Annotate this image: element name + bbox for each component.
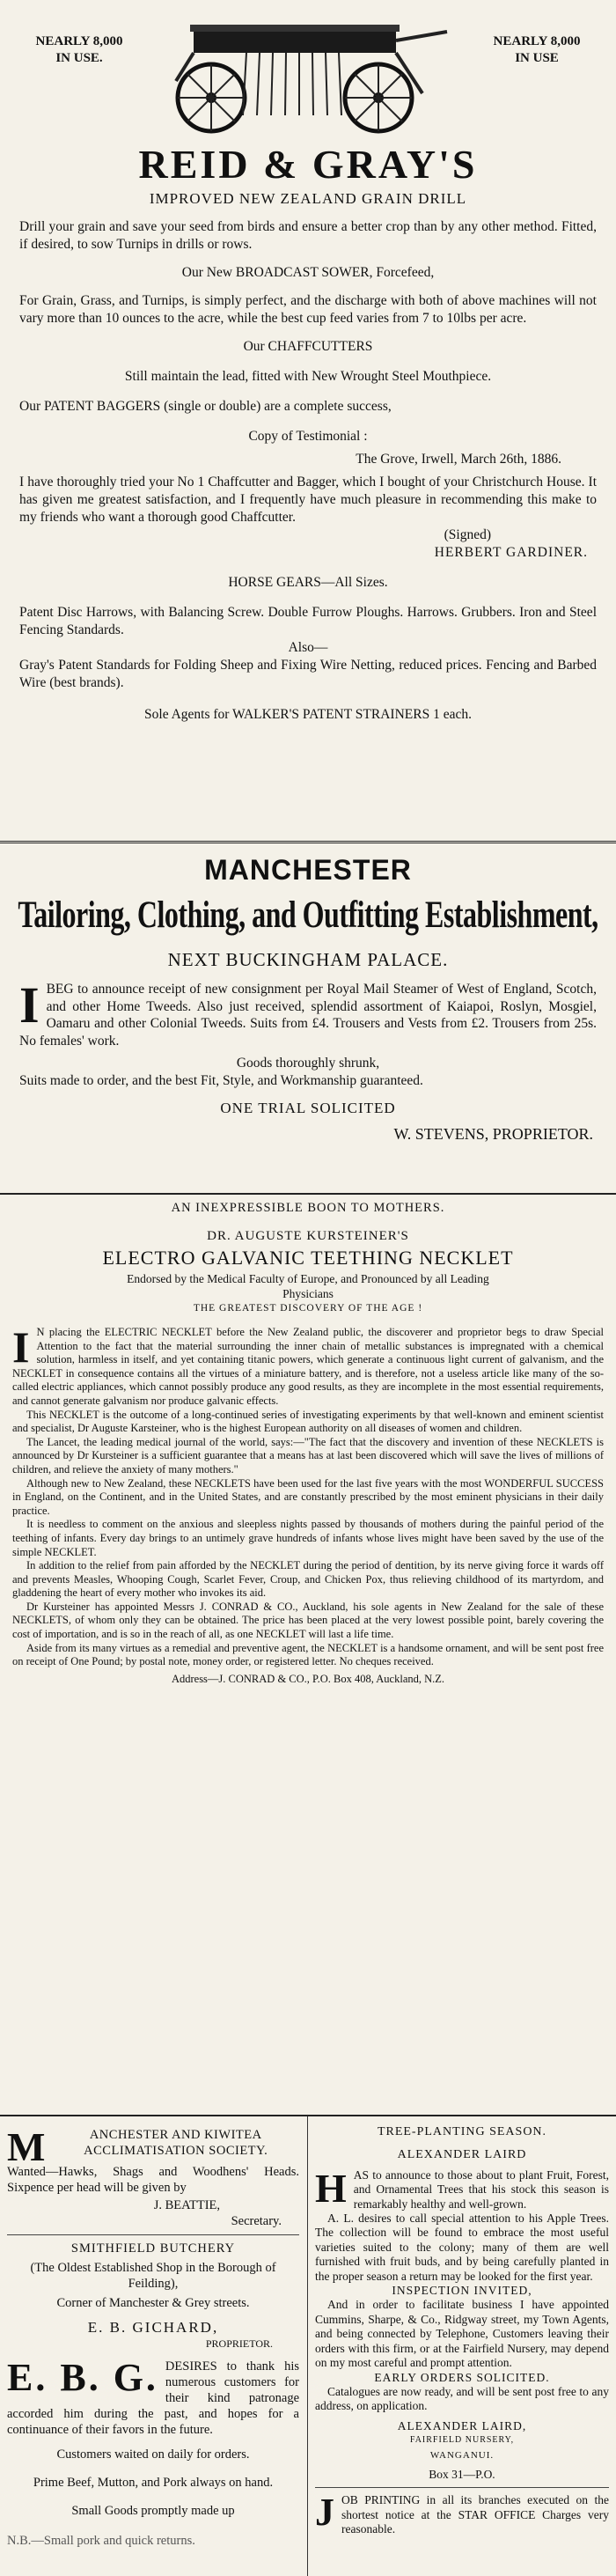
acclim-name: J. BEATTIE,	[153, 2198, 220, 2212]
prime-beef: Prime Beef, Mutton, and Pork always on hand.	[33, 2476, 274, 2490]
job-text: OB PRINTING in all its branches executed on the shortest notice at the STAR OFFICE Charges very reasonable.	[341, 2493, 609, 2536]
tailoring-subtitle: Tailoring, Clothing, and Outfitting Establishment,	[18, 893, 598, 936]
necklet-address: Address—J. CONRAD & CO., P.O. Box 408, Auckland, N.Z.	[171, 1672, 445, 1685]
suits-text: Suits made to order, and the best Fit, Style, and Workmanship guaranteed.	[19, 1072, 423, 1088]
ebg-text: DESIRES to thank his numerous customers for their kind patronage accorded him during the past, and hopes for a continuance of their favors in the future.	[7, 2359, 299, 2437]
gray-standards-text: Gray's Patent Standards for Folding Sheep and Fixing Wire Netting, reduced prices. Fencing and Barbed Wire (best brands).	[19, 658, 597, 690]
copy-label: Copy of Testimonial :	[248, 429, 368, 444]
necklet-para-2: This NECKLET is the outcome of a long-continued series of investigating experiments by that well-known and eminent scientist and specialist, Dr Auguste Karsteiner, who is the highest European authority on all diseases of women and children.	[12, 1408, 604, 1435]
laird-signature: ALEXANDER LAIRD,	[397, 2418, 527, 2432]
divider-1	[0, 841, 616, 843]
butchery-ad	[7, 2241, 299, 2549]
acclim-text: Wanted—Hawks, Shags and Woodhens' Heads. Sixpence per head will be given by	[7, 2165, 299, 2195]
necklet-para-7: Dr Kursteiner has appointed Messrs J. CONRAD & CO., Auckland, his sole agents in New Zealand for the sale of these NECKLETS, of whom only they can be obtained. The price has been placed at the very lowest possible point, barely covering the cost of importation, and is so in the reach of all, as one NECKLET will last a life time.	[12, 1600, 604, 1641]
proprietor-text: W. STEVENS, PROPRIETOR.	[393, 1124, 593, 1143]
small-goods: Small Goods promptly made up	[71, 2504, 235, 2518]
tree-title: TREE-PLANTING SEASON.	[377, 2125, 547, 2138]
acclim-dropcap: M	[7, 2124, 46, 2169]
manchester-title: MANCHESTER	[204, 854, 412, 886]
chaff-heading: Our CHAFFCUTTERS	[243, 339, 373, 354]
necklet-para-3: The Lancet, the leading medical journal of the world, says:—"The fact that the discovery and invention of these NECKLETS is announced by Dr Kursteiner is a sufficient guarantee that a means has at last been discovered which will save the lives of millions of children, and relieve the anxiety of many mothers."	[12, 1435, 604, 1476]
baggers-text: Our PATENT BAGGERS (single or double) are a complete success,	[19, 399, 392, 414]
intro-text: Drill your grain and save your seed from birds and ensure a better crop than by any other method. Fitted, if desired, to sow Turnips in drills or rows.	[19, 219, 597, 252]
harrows-text: Patent Disc Harrows, with Balancing Screw. Double Furrow Ploughs. Harrows. Grubbers. Iron and Steel Fencing Standards.	[19, 605, 597, 637]
horse-gears-heading: HORSE GEARS—All Sizes.	[228, 575, 388, 590]
endorsed-text: Endorsed by the Medical Faculty of Europe, and Pronounced by all Leading Physicians	[127, 1272, 489, 1300]
reid-gray-body	[19, 218, 597, 724]
corner-left-line2: IN USE.	[55, 51, 103, 65]
catalogues-text: Catalogues are now ready, and will be sent post free to any address, on application.	[315, 2384, 609, 2413]
right-divider-1	[315, 2487, 609, 2488]
manchester-dropcap: I	[19, 976, 40, 1034]
necklet-title: ELECTRO GALVANIC TEETHING NECKLET	[102, 1247, 514, 1269]
laird-text-1: AS to announce to those about to plant Fruit, Forest, and Ornamental Trees that his stock this season is remarkably healthy and well-grown.	[353, 2168, 609, 2211]
doctor-name: DR. AUGUSTE KURSTEINER'S	[207, 1229, 409, 1243]
signer-name: HERBERT GARDINER.	[434, 545, 588, 560]
laird-text-2: A. L. desires to call special attention to his Apple Trees. The collection will be found to embrace the most useful varieties suited to the colony; many of them are well furnished with fruit buds, and by being carefully planted in the proper season a return may be looked for the first year.	[315, 2212, 609, 2283]
necklet-para-1: N placing the ELECTRIC NECKLET before the New Zealand public, the discoverer and proprietor begs to draw Special Attention to the fact that the material surrounding the inner chain of metallic substances is impregnated with a chemical solution, harmless in itself, and yet containing titanic powers, which generate a continuous light current of galvanism, and the NECKLET in consequence contains all the virtues of a miniature battery, and is therefore, not a useless article like many of the so-called electric appliances, which cannot possibly produce any good results, as they are incomplete in the most essential requirements, and cannot generate galvanism nor produce galvanic effects.	[12, 1326, 604, 1407]
divider-3	[0, 2115, 616, 2116]
testimonial-place: The Grove, Irwell, March 26th, 1886.	[356, 452, 561, 467]
box-number: Box 31—P.O.	[429, 2467, 495, 2481]
manchester-location: NEXT BUCKINGHAM PALACE.	[167, 949, 449, 970]
sole-agents-text: Sole Agents for WALKER'S PATENT STRAINERS 1 each.	[144, 707, 472, 722]
reid-gray-subtitle: IMPROVED NEW ZEALAND GRAIN DRILL	[149, 190, 467, 207]
fairfield-nursery: FAIRFIELD NURSERY,	[409, 2435, 515, 2446]
early-orders: EARLY ORDERS SOLICITED.	[374, 2370, 550, 2384]
butchery-sub: (The Oldest Established Shop in the Borough of Feilding),	[30, 2261, 276, 2291]
inspection-invited: INSPECTION INVITED,	[392, 2284, 532, 2298]
signed-label: (Signed)	[444, 527, 491, 542]
ebg-initials: E. B. G.	[7, 2356, 158, 2399]
necklet-body	[12, 1322, 604, 1686]
sower-text: For Grain, Grass, and Turnips, is simply perfect, and the discharge with both of above machines will not vary more than 10 ounces to the acre, while the best cup feed varies from 7 to 10lbs per acre.	[19, 293, 597, 326]
necklet-para-6: In addition to the relief from pain afforded by the NECKLET during the period of dentition, by its nerve giving force it wards off and prevents Measles, Whooping Cough, Scarlet Fever, Croup, and Chicken Pox, thus relieving childhood of its martyrdom, and gladdening the heart of every mother who invokes its aid.	[12, 1559, 604, 1600]
chaff-text: Still maintain the lead, fitted with New Wrought Steel Mouthpiece.	[124, 369, 492, 384]
butchery-corner: Corner of Manchester & Grey streets.	[56, 2296, 250, 2310]
laird-text-3: And in order to facilitate business I have appointed Cummins, Sharpe, & Co., Ridgway street, my Town Agents, and being connected by Telephone, Customers leaving their orders with this firm, or at the Fairfield Nursery, may depend on my most careful and prompt attention.	[315, 2298, 609, 2370]
butchery-role: PROPRIETOR.	[205, 2337, 273, 2350]
left-divider-1	[7, 2234, 299, 2235]
manchester-body	[19, 976, 597, 1143]
sower-heading: Our New BROADCAST SOWER, Forcefeed,	[181, 265, 435, 280]
laird-top: ALEXANDER LAIRD	[397, 2148, 527, 2162]
right-column	[315, 2122, 609, 2576]
corner-left-line1: NEARLY 8,000	[35, 34, 123, 48]
reid-gray-title: REID & GRAY'S	[138, 142, 478, 187]
manchester-text: BEG to announce receipt of new consignment per Royal Mail Steamer of West of England, Scotch, and other Home Tweeds. Also just received, splendid assortment of Kaiapoi, Roslyn, Mosgiel, Oamaru and other Colonial Tweeds. Suits from £4. Trousers and Vests from £2. Trousers from 25s. No females' work.	[19, 982, 597, 1049]
job-dropcap: J	[315, 2491, 334, 2535]
acclim-title: ANCHESTER AND KIWITEA ACCLIMATISATION SOCIETY.	[84, 2128, 268, 2158]
trial-text: ONE TRIAL SOLICITED	[220, 1100, 396, 1116]
testimonial-text: I have thoroughly tried your No 1 Chaffcutter and Bagger, which I bought of your Christchurch House. It has given me greatest satisfaction, and I frequently have much pleasure in recommending this make to my friends who want a thorough good Chaffcutter.	[19, 475, 597, 525]
necklet-para-5: It is needless to comment on the anxious and sleepless nights passed by thousands of mothers during the painful period of the teething of infants. Every day brings to an untimely grave hundreds of infants whose lives might have been saved by the use of the simple NECKLET.	[12, 1518, 604, 1558]
butchery-name: E. B. GICHARD,	[87, 2319, 219, 2336]
laird-body	[315, 2165, 609, 2483]
corner-right-line1: NEARLY 8,000	[493, 34, 581, 48]
corner-right-line2: IN USE	[515, 51, 559, 65]
necklet-para-4: Although new to New Zealand, these NECKLETS have been used for the last five years with the most WONDERFUL SUCCESS in England, on the Continent, and in the United States, and are constantly prescribed by the most eminent physicians in their daily practice.	[12, 1476, 604, 1517]
wanganui: WANGANUI.	[429, 2449, 495, 2461]
shrunk-text: Goods thoroughly shrunk,	[236, 1056, 380, 1071]
customers-waited: Customers waited on daily for orders.	[56, 2447, 250, 2462]
nb-text: N.B.—Small pork and quick returns.	[7, 2534, 195, 2548]
boon-heading: AN INEXPRESSIBLE BOON TO MOTHERS.	[171, 1201, 445, 1215]
necklet-para-8: Aside from its many virtues as a remedial and preventive agent, the NECKLET is a handsome ornament, and will be sent post free on receipt of One Pound; by postal note, money order, or registered letter. No cheques received.	[12, 1641, 604, 1668]
necklet-dropcap: I	[12, 1322, 30, 1372]
divider-2	[0, 1193, 616, 1195]
also-label: Also—	[288, 640, 328, 655]
butchery-title: SMITHFIELD BUTCHERY	[70, 2241, 236, 2256]
corner-right	[484, 33, 590, 67]
acclimatisation-ad	[7, 2124, 299, 2229]
grain-drill-illustration	[158, 5, 449, 137]
job-printing-ad	[315, 2493, 609, 2536]
acclim-role: Secretary.	[231, 2214, 282, 2228]
left-column	[7, 2122, 299, 2576]
ebg-block	[7, 2356, 299, 2438]
laird-dropcap: H	[315, 2165, 347, 2211]
corner-left	[26, 33, 132, 67]
greatest-discovery: THE GREATEST DISCOVERY OF THE AGE !	[193, 1303, 423, 1314]
column-divider	[307, 2116, 308, 2576]
